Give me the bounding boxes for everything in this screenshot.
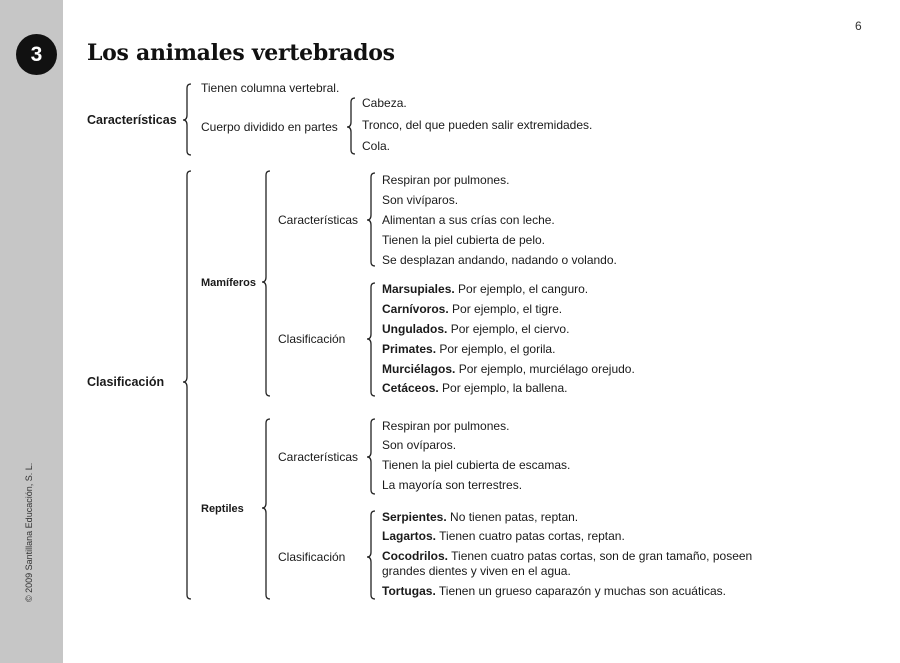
reptiles-label: Reptiles [201,503,244,515]
list-item [382,510,578,525]
group-desc: Por ejemplo, la ballena. [442,381,568,395]
list-item: Tienen la piel cubierta de escamas. [382,458,571,472]
group-name: Cocodrilos. [382,549,449,563]
group-name: Primates. [382,342,437,356]
group-desc: Tienen cuatro patas cortas, son de gran tamaño, poseen grandes dientes y viven en el agua. [382,549,753,578]
group-name: Murciélagos. [382,362,456,376]
group-desc: Por ejemplo, el gorila. [439,342,556,356]
list-item: Respiran por pulmones. [382,419,510,433]
parte-tronco: Tronco, del que pueden salir extremidades. [362,118,593,132]
list-item: La mayoría son terrestres. [382,478,523,492]
mamiferos-caracteristicas-label: Características [278,213,359,227]
caracteristica-cuerpo: Cuerpo dividido en partes [201,120,338,134]
group-name: Carnívoros. [382,302,449,316]
list-item: Alimentan a sus crías con leche. [382,213,555,227]
reptiles-clasificacion-label: Clasificación [278,550,346,564]
list-item [382,529,625,544]
mamiferos-clasificacion-label: Clasificación [278,332,346,346]
caracteristicas-heading: Características [87,113,177,127]
bracket-reptiles-clasificacion [367,511,375,599]
list-item [382,342,555,357]
list-item [382,302,562,317]
list-item: Tienen la piel cubierta de pelo. [382,233,545,247]
clasificacion-heading: Clasificación [87,375,165,389]
group-desc: Por ejemplo, el ciervo. [450,322,570,336]
bracket-reptiles-caracteristicas [367,419,375,494]
copyright-notice: © 2009 Santillana Educación, S. L. [24,462,34,602]
bracket-partes [347,98,355,154]
list-item: Se desplazan andando, nadando o volando. [382,253,617,267]
group-desc: Por ejemplo, el canguro. [458,282,589,296]
group-desc: Tienen cuatro patas cortas, reptan. [439,529,625,543]
bracket-reptiles [262,419,270,599]
group-name: Serpientes. [382,510,447,524]
page-title: Los animales vertebrados [87,40,395,66]
group-name: Cetáceos. [382,381,439,395]
group-desc: Tienen un grueso caparazón y muchas son acuáticas. [438,584,726,598]
group-name: Tortugas. [382,584,436,598]
list-item [382,362,635,377]
list-item [382,282,588,297]
list-item: Son ovíparos. [382,438,457,452]
bracket-caracteristicas [183,84,191,155]
parte-cola: Cola. [362,139,391,153]
bracket-mamiferos-caracteristicas [367,173,375,266]
mamiferos-label: Mamíferos [201,277,257,289]
bracket-clasificacion [183,171,191,599]
caracteristica-columna: Tienen columna vertebral. [201,81,340,95]
page-number: 6 [855,19,862,33]
reptiles-caracteristicas-label: Características [278,450,359,464]
parte-cabeza: Cabeza. [362,96,407,110]
group-desc: No tienen patas, reptan. [450,510,579,524]
group-name: Marsupiales. [382,282,455,296]
bracket-mamiferos [262,171,270,396]
group-desc: Por ejemplo, el tigre. [452,302,563,316]
group-desc: Por ejemplo, murciélago orejudo. [458,362,635,376]
group-name: Lagartos. [382,529,437,543]
list-item: Son vivíparos. [382,193,459,207]
bracket-mamiferos-clasificacion [367,283,375,396]
list-item [382,322,569,337]
list-item [382,584,726,599]
group-name: Ungulados. [382,322,448,336]
list-item: Respiran por pulmones. [382,173,510,187]
list-item [382,381,567,396]
list-item [382,549,762,579]
unit-number-badge: 3 [16,34,57,75]
